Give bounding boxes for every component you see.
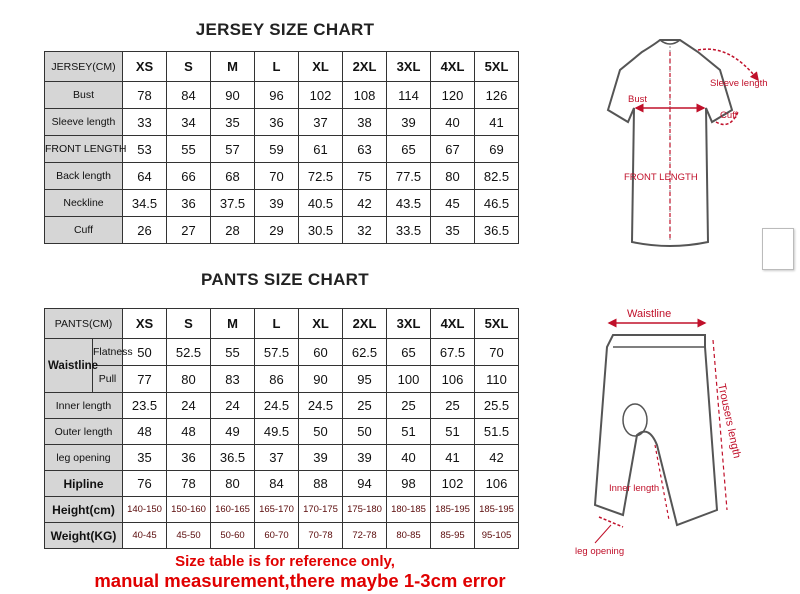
table-cell: 62.5: [343, 339, 387, 366]
table-cell: 90: [211, 82, 255, 109]
table-cell: 39: [255, 190, 299, 217]
table-cell: 68: [211, 163, 255, 190]
table-cell: 36: [167, 190, 211, 217]
table-cell: 77.5: [387, 163, 431, 190]
waistline-label-cell: [45, 339, 99, 393]
table-cell: 35: [123, 445, 167, 471]
jersey-row: [45, 82, 519, 109]
table-cell: 76: [123, 471, 167, 497]
table-cell: 84: [255, 471, 299, 497]
table-cell: 84: [167, 82, 211, 109]
table-cell: 110: [475, 366, 519, 393]
table-cell: 34.5: [123, 190, 167, 217]
table-cell: 180-185: [387, 497, 431, 523]
table-cell: 150-160: [167, 497, 211, 523]
waistline-row-label: Waistline: [48, 359, 99, 372]
table-cell: 45-50: [167, 523, 211, 549]
table-cell: 36: [255, 109, 299, 136]
table-cell: 55: [211, 339, 255, 366]
table-cell: 67: [431, 136, 475, 163]
table-cell: 27: [167, 217, 211, 244]
thumbnail-box: [762, 228, 794, 270]
table-cell: 94: [343, 471, 387, 497]
height-label: Height(cm): [45, 497, 123, 523]
table-cell: 41: [431, 445, 475, 471]
pants-header-label: PANTS(CM): [45, 309, 123, 339]
table-cell: 80: [167, 366, 211, 393]
row-label: Inner length: [45, 393, 123, 419]
reference-note: Size table is for reference only,: [175, 553, 395, 570]
table-cell: 160-165: [211, 497, 255, 523]
table-cell: 106: [475, 471, 519, 497]
jersey-row: [45, 136, 519, 163]
pants-header-row: [45, 309, 519, 339]
size-header: 3XL: [387, 309, 431, 339]
table-cell: 98: [387, 471, 431, 497]
table-cell: 96: [255, 82, 299, 109]
row-label: Back length: [45, 163, 123, 190]
table-cell: 75: [343, 163, 387, 190]
table-cell: 23.5: [123, 393, 167, 419]
waistline-pull-row: [45, 366, 519, 393]
table-cell: 48: [123, 419, 167, 445]
table-cell: 43.5: [387, 190, 431, 217]
table-cell: 39: [299, 445, 343, 471]
table-cell: 52.5: [167, 339, 211, 366]
table-cell: 114: [387, 82, 431, 109]
table-cell: 185-195: [431, 497, 475, 523]
table-cell: 51: [431, 419, 475, 445]
table-cell: 33: [123, 109, 167, 136]
table-cell: 42: [475, 445, 519, 471]
pants-chart-title: PANTS SIZE CHART: [201, 270, 369, 289]
row-label: Sleeve length: [45, 109, 123, 136]
table-cell: 49.5: [255, 419, 299, 445]
table-cell: 24.5: [255, 393, 299, 419]
table-cell: 49: [211, 419, 255, 445]
jersey-size-table: [44, 51, 519, 244]
jersey-row: [45, 190, 519, 217]
table-cell: 57: [211, 136, 255, 163]
table-cell: 100: [387, 366, 431, 393]
table-cell: 80: [431, 163, 475, 190]
table-cell: 140-150: [123, 497, 167, 523]
table-cell: 67.5: [431, 339, 475, 366]
size-header: 3XL: [387, 52, 431, 82]
table-cell: 70: [475, 339, 519, 366]
table-cell: 37.5: [211, 190, 255, 217]
leg-opening-label: leg opening: [575, 546, 625, 557]
table-cell: 40: [387, 445, 431, 471]
size-header: M: [211, 309, 255, 339]
table-cell: 85-95: [431, 523, 475, 549]
table-cell: 25.5: [475, 393, 519, 419]
table-cell: 37: [255, 445, 299, 471]
table-cell: 24: [167, 393, 211, 419]
table-cell: 83: [211, 366, 255, 393]
pants-size-table: [44, 308, 519, 549]
jersey-chart-title: JERSEY SIZE CHART: [195, 20, 375, 39]
table-cell: 24.5: [299, 393, 343, 419]
table-cell: 34: [167, 109, 211, 136]
table-cell: 61: [299, 136, 343, 163]
jersey-header-row: [45, 52, 519, 82]
size-header: XS: [123, 52, 167, 82]
table-cell: 51: [387, 419, 431, 445]
pants-row: [45, 419, 519, 445]
waistline-flatness-row: [45, 339, 519, 366]
table-cell: 33.5: [387, 217, 431, 244]
table-cell: 45: [431, 190, 475, 217]
table-cell: 25: [387, 393, 431, 419]
table-cell: 175-180: [343, 497, 387, 523]
table-cell: 39: [387, 109, 431, 136]
jersey-header-label: JERSEY(CM): [45, 52, 123, 82]
size-header: M: [211, 52, 255, 82]
pants-row: [45, 471, 519, 497]
trousers-length-label: Trousers length: [715, 382, 743, 460]
table-cell: 170-175: [299, 497, 343, 523]
size-header: 2XL: [343, 52, 387, 82]
table-cell: 36: [167, 445, 211, 471]
table-cell: 26: [123, 217, 167, 244]
table-cell: 57.5: [255, 339, 299, 366]
row-label: Cuff: [45, 217, 123, 244]
table-cell: 39: [343, 445, 387, 471]
table-cell: 40.5: [299, 190, 343, 217]
table-cell: 108: [343, 82, 387, 109]
size-header: L: [255, 52, 299, 82]
table-cell: 95-105: [475, 523, 519, 549]
size-header: XL: [299, 52, 343, 82]
weight-row: [45, 523, 519, 549]
inner-length-label: Inner length: [609, 483, 660, 494]
table-cell: 82.5: [475, 163, 519, 190]
table-cell: 69: [475, 136, 519, 163]
table-cell: 70-78: [299, 523, 343, 549]
table-cell: 72.5: [299, 163, 343, 190]
table-cell: 77: [123, 366, 167, 393]
table-cell: 25: [431, 393, 475, 419]
table-cell: 32: [343, 217, 387, 244]
table-cell: 80: [211, 471, 255, 497]
size-header: 5XL: [475, 309, 519, 339]
table-cell: 30.5: [299, 217, 343, 244]
row-label: Bust: [45, 82, 123, 109]
table-cell: 90: [299, 366, 343, 393]
table-cell: 102: [299, 82, 343, 109]
table-cell: 64: [123, 163, 167, 190]
table-cell: 72-78: [343, 523, 387, 549]
table-cell: 46.5: [475, 190, 519, 217]
bust-label: Bust: [628, 94, 648, 105]
table-cell: 36.5: [211, 445, 255, 471]
jersey-diagram: [580, 30, 790, 260]
table-cell: 48: [167, 419, 211, 445]
table-cell: 165-170: [255, 497, 299, 523]
table-cell: 50-60: [211, 523, 255, 549]
table-cell: 120: [431, 82, 475, 109]
table-cell: 50: [299, 419, 343, 445]
table-cell: 24: [211, 393, 255, 419]
table-cell: 42: [343, 190, 387, 217]
table-cell: 38: [343, 109, 387, 136]
jersey-outline-illustration: [580, 30, 790, 260]
table-cell: 35: [211, 109, 255, 136]
table-cell: 35: [431, 217, 475, 244]
table-cell: 55: [167, 136, 211, 163]
table-cell: 185-195: [475, 497, 519, 523]
table-cell: 40: [431, 109, 475, 136]
weight-label: Weight(KG): [45, 523, 123, 549]
sleeve-length-label: Sleeve length: [710, 78, 768, 89]
measurement-error-note: manual measurement,there maybe 1-3cm error: [94, 570, 506, 591]
jersey-row: [45, 163, 519, 190]
pants-diagram: [565, 305, 785, 570]
table-cell: 65: [387, 339, 431, 366]
table-cell: 88: [299, 471, 343, 497]
pull-label: Pull: [93, 366, 123, 393]
table-cell: 63: [343, 136, 387, 163]
table-cell: 25: [343, 393, 387, 419]
table-cell: 51.5: [475, 419, 519, 445]
table-cell: 126: [475, 82, 519, 109]
row-label: Outer length: [45, 419, 123, 445]
size-header: S: [167, 309, 211, 339]
table-cell: 80-85: [387, 523, 431, 549]
jersey-row: [45, 109, 519, 136]
flatness-label: Flatness: [93, 339, 123, 366]
table-cell: 106: [431, 366, 475, 393]
table-cell: 41: [475, 109, 519, 136]
row-label: FRONT LENGTH: [45, 136, 123, 163]
size-header: 4XL: [431, 309, 475, 339]
front-length-label: FRONT LENGTH: [624, 172, 698, 183]
size-header: XS: [123, 309, 167, 339]
cuff-label: Cuff: [720, 110, 738, 121]
waistline-label: Waistline: [627, 308, 672, 320]
shorts-outline-illustration: [565, 305, 785, 570]
table-cell: 78: [123, 82, 167, 109]
table-cell: 60-70: [255, 523, 299, 549]
pants-row: [45, 393, 519, 419]
table-cell: 95: [343, 366, 387, 393]
table-cell: 59: [255, 136, 299, 163]
table-cell: 53: [123, 136, 167, 163]
size-header: L: [255, 309, 299, 339]
size-header: XL: [299, 309, 343, 339]
row-label: Hipline: [45, 471, 123, 497]
table-cell: 65: [387, 136, 431, 163]
size-header: S: [167, 52, 211, 82]
table-cell: 86: [255, 366, 299, 393]
table-cell: 50: [123, 339, 167, 366]
size-header: 4XL: [431, 52, 475, 82]
pants-row: [45, 445, 519, 471]
table-cell: 60: [299, 339, 343, 366]
table-cell: 28: [211, 217, 255, 244]
table-cell: 29: [255, 217, 299, 244]
row-label: leg opening: [45, 445, 123, 471]
row-label: Neckline: [45, 190, 123, 217]
table-cell: 50: [343, 419, 387, 445]
table-cell: 66: [167, 163, 211, 190]
size-header: 5XL: [475, 52, 519, 82]
table-cell: 36.5: [475, 217, 519, 244]
jersey-row: [45, 217, 519, 244]
table-cell: 102: [431, 471, 475, 497]
table-cell: 70: [255, 163, 299, 190]
size-header: 2XL: [343, 309, 387, 339]
table-cell: 40-45: [123, 523, 167, 549]
height-row: [45, 497, 519, 523]
table-cell: 78: [167, 471, 211, 497]
table-cell: 37: [299, 109, 343, 136]
